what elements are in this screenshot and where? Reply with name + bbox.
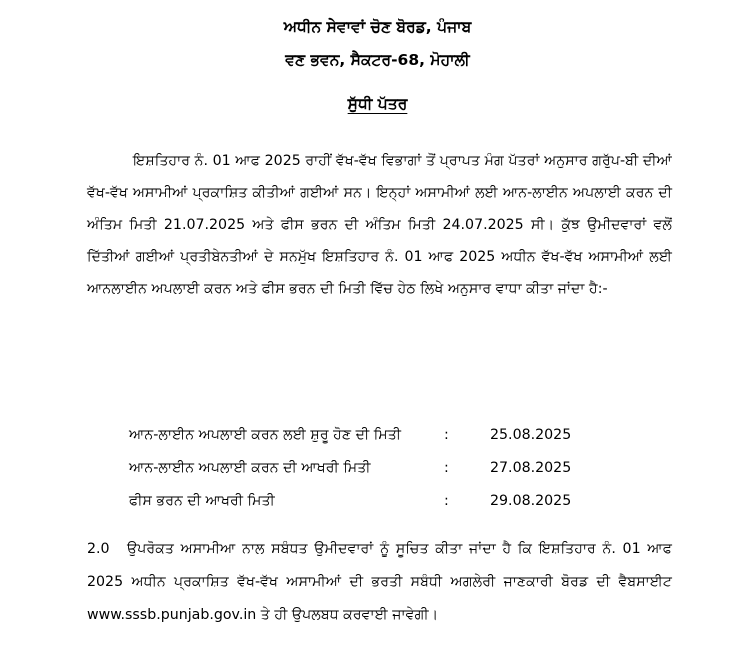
schedule-separator: : [444,493,449,509]
schedule-row-fee [129,490,599,523]
board-address: ਵਣ ਭਵਨ, ਸੈਕਟਰ-68, ਮੋਹਾਲੀ [285,51,470,69]
paragraph-number: 2.0 [87,541,110,557]
schedule-separator: : [444,427,449,443]
schedule-label: ਫੀਸ ਭਰਨ ਦੀ ਆਖਰੀ ਮਿਤੀ [129,493,275,509]
board-name: ਅਧੀਨ ਸੇਵਾਵਾਂ ਚੋਣ ਬੋਰਡ, ਪੰਜਾਬ [283,18,472,36]
schedule-date: 29.08.2025 [490,493,572,509]
date-schedule [129,424,599,523]
schedule-label: ਆਨ-ਲਾਈਨ ਅਪਲਾਈ ਕਰਨ ਦੀ ਆਖਰੀ ਮਿਤੀ [129,460,371,476]
body-paragraph-2 [87,533,672,632]
schedule-row-last-apply [129,457,599,490]
schedule-separator: : [444,460,449,476]
schedule-row-start [129,424,599,457]
schedule-label: ਆਨ-ਲਾਈਨ ਅਪਲਾਈ ਕਰਨ ਲਈ ਸ਼ੁਰੂ ਹੋਣ ਦੀ ਮਿਤੀ [129,427,402,443]
schedule-date: 25.08.2025 [490,427,572,443]
paragraph-2-text: ਉਪਰੋਕਤ ਅਸਾਮੀਆ ਨਾਲ ਸਬੰਧਤ ਉਮੀਦਵਾਰਾਂ ਨੂੰ ਸੂਚਿਤ ਕੀਤਾ ਜਾਂਦਾ ਹੈ ਕਿ ਇਸ਼ਤਿਹਾਰ ਨੰ. 01 ਆਫ 2025 ਅਧੀਨ ਪ੍ਰਕਾਸ਼ਿਤ ਵੱਖ-ਵੱਖ ਅਸਾਮੀਆਂ ਦੀ ਭਰਤੀ ਸਬੰਧੀ ਅਗਲੇਰੀ ਜਾਣਕਾਰੀ ਬੋਰਡ ਦੀ ਵੈਬਸਾਈਟ www.sssb.punjab.gov.in ਤੇ ਹੀ ਉਪਲਬਧ ਕਰਵਾਈ ਜਾਵੇਗੀ। [87,541,672,623]
schedule-date: 27.08.2025 [490,460,572,476]
body-paragraph-1: ਇਸ਼ਤਿਹਾਰ ਨੰ. 01 ਆਫ 2025 ਰਾਹੀਂ ਵੱਖ-ਵੱਖ ਵਿਭਾਗਾਂ ਤੋਂ ਪ੍ਰਾਪਤ ਮੰਗ ਪੱਤਰਾਂ ਅਨੁਸਾਰ ਗਰੁੱਪ-ਬੀ ਦੀਆਂ ਵੱਖ-ਵੱਖ ਅਸਾਮੀਆਂ ਪ੍ਰਕਾਸ਼ਿਤ ਕੀਤੀਆਂ ਗਈਆਂ ਸਨ। ਇਨ੍ਹਾਂ ਅਸਾਮੀਆਂ ਲਈ ਆਨ-ਲਾਈਨ ਅਪਲਾਈ ਕਰਨ ਦੀ ਅੰਤਿਮ ਮਿਤੀ 21.07.2025 ਅਤੇ ਫੀਸ ਭਰਨ ਦੀ ਅੰਤਿਮ ਮਿਤੀ 24.07.2025 ਸੀ। ਕੁੱਝ ਉਮੀਦਵਾਰਾਂ ਵਲੋਂ ਦਿੱਤੀਆਂ ਗਈਆਂ ਪ੍ਰਤੀਬੇਨਤੀਆਂ ਦੇ ਸਨਮੁੱਖ ਇਸ਼ਤਿਹਾਰ ਨੰ. 01 ਆਫ 2025 ਅਧੀਨ ਵੱਖ-ਵੱਖ ਅਸਾਮੀਆਂ ਲਈ ਆਨਲਾਈਨ ਅਪਲਾਈ ਕਰਨ ਅਤੇ ਫੀਸ ਭਰਨ ਦੀ ਮਿਤੀ ਵਿੱਚ ਹੇਠ ਲਿਖੇ ਅਨੁਸਾਰ ਵਾਧਾ ਕੀਤਾ ਜਾਂਦਾ ਹੈ:- [87,153,672,297]
document-title: ਸੁੱਧੀ ਪੱਤਰ [347,95,408,113]
